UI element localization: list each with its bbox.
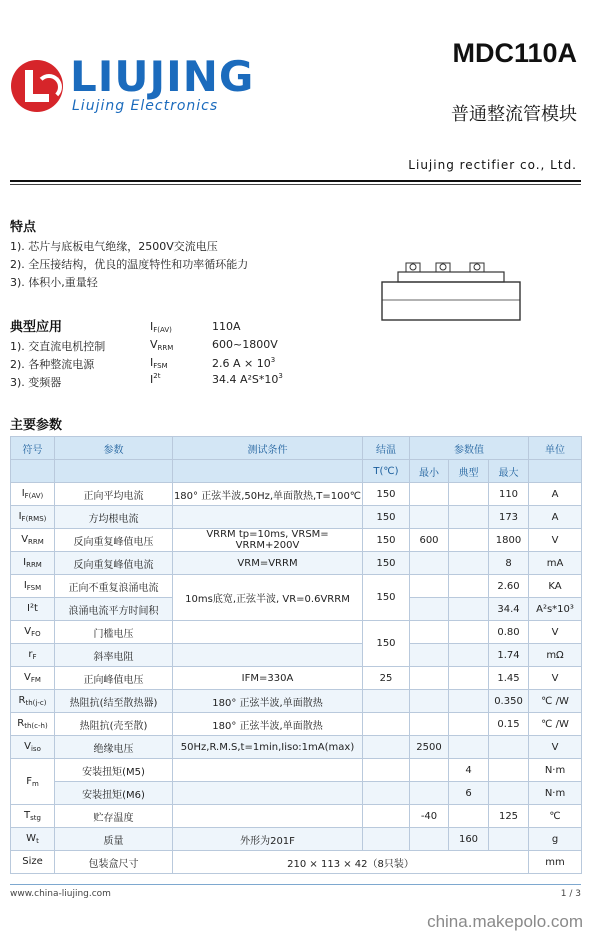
cell-max: 1.45 [489, 667, 529, 690]
cell-typ [449, 690, 489, 713]
cell-min [410, 552, 449, 575]
application-item: 3). 变频器 [10, 376, 62, 389]
cell-unit: A [529, 506, 582, 529]
cell-typ [449, 621, 489, 644]
module-outline-drawing [380, 258, 522, 324]
cell-max: 125 [489, 805, 529, 828]
cell-condition: 210 × 113 × 42（8只装） [173, 851, 529, 874]
cell-min [410, 690, 449, 713]
cell-typ [449, 667, 489, 690]
app-param-value: 110A [212, 320, 241, 333]
cell-typ [449, 529, 489, 552]
app-param-symbol: $I^{2t}$ [150, 372, 161, 386]
app-param-symbol: $V_{RRM}$ [150, 338, 174, 352]
cell-param-name: 正向不重复浪涌电流 [55, 575, 173, 598]
cell-symbol: $F_m$ [11, 759, 55, 805]
cell-typ [449, 736, 489, 759]
cell-condition: VRRM tp=10ms, VRSM= VRRM+200V [173, 529, 363, 552]
cell-symbol: $V_{FO}$ [11, 621, 55, 644]
footer-divider [10, 884, 581, 885]
cell-tj [363, 713, 410, 736]
cell-min [410, 713, 449, 736]
table-row [11, 736, 582, 759]
cell-unit: ℃ /W [529, 690, 582, 713]
cell-min [410, 644, 449, 667]
cell-typ: 6 [449, 782, 489, 805]
cell-symbol: I²t [11, 598, 55, 621]
cell-min: -40 [410, 805, 449, 828]
logo-brand: LIUJING [70, 52, 255, 101]
table-row [11, 759, 582, 782]
cell-symbol: $I_{F(AV)}$ [11, 483, 55, 506]
cell-min: 2500 [410, 736, 449, 759]
product-name: 普通整流管模块 [451, 104, 577, 125]
cell-typ [449, 575, 489, 598]
cell-unit: V [529, 621, 582, 644]
cell-param-name: 反向重复峰值电压 [55, 529, 173, 552]
cell-symbol: $V_{RRM}$ [11, 529, 55, 552]
header-divider-thin [10, 184, 581, 185]
cell-unit: V [529, 529, 582, 552]
cell-symbol: $V_{iso}$ [11, 736, 55, 759]
cell-param-name: 安装扭矩(M5) [55, 759, 173, 782]
cell-max: 173 [489, 506, 529, 529]
cell-tj [363, 805, 410, 828]
cell-typ [449, 483, 489, 506]
cell-unit: V [529, 667, 582, 690]
cell-condition [173, 621, 363, 644]
cell-param-name: 包装盒尺寸 [55, 851, 173, 874]
feature-item: 3). 体积小,重量轻 [10, 276, 98, 289]
cell-min: 600 [410, 529, 449, 552]
cell-param-name: 热阻抗(壳至散) [55, 713, 173, 736]
col-unit: 单位 [529, 437, 582, 460]
cell-unit: N·m [529, 782, 582, 805]
liujing-logo-mark [11, 60, 63, 112]
table-row [11, 644, 582, 667]
model-number: MDC110A [452, 38, 577, 68]
cell-tj [363, 828, 410, 851]
feature-item: 1). 芯片与底板电气绝缘，2500V交流电压 [10, 240, 218, 253]
cell-symbol: $I_{FSM}$ [11, 575, 55, 598]
cell-min [410, 483, 449, 506]
cell-typ [449, 644, 489, 667]
cell-tj: 150 [363, 506, 410, 529]
cell-tj: 150 [363, 529, 410, 552]
col-max: 最大 [489, 460, 529, 483]
cell-param-name: 正向峰值电压 [55, 667, 173, 690]
cell-param-name: 绝缘电压 [55, 736, 173, 759]
footer-website: www.china-liujing.com [10, 889, 111, 899]
table-row [11, 575, 582, 598]
table-row [11, 506, 582, 529]
cell-max [489, 782, 529, 805]
cell-symbol: $T_{stg}$ [11, 805, 55, 828]
footer-page-number: 1 / 3 [560, 889, 581, 899]
col-tj: 结温 [363, 437, 410, 460]
cell-max: 1.74 [489, 644, 529, 667]
cell-symbol: $R_{th(j-c)}$ [11, 690, 55, 713]
cell-min [410, 506, 449, 529]
cell-param-name: 热阻抗(结至散热器) [55, 690, 173, 713]
table-row [11, 667, 582, 690]
cell-condition [173, 782, 363, 805]
cell-symbol: $W_t$ [11, 828, 55, 851]
cell-param-name: 反向重复峰值电流 [55, 552, 173, 575]
cell-unit: mΩ [529, 644, 582, 667]
app-param-value: 2.6 $A \times 10^3$ [212, 356, 276, 370]
cell-max: 1800 [489, 529, 529, 552]
cell-typ [449, 805, 489, 828]
cell-condition [173, 805, 363, 828]
cell-min [410, 782, 449, 805]
cell-unit: ℃ [529, 805, 582, 828]
app-param-value: 600~1800V [212, 338, 278, 351]
cell-condition: 50Hz,R.M.S,t=1min,Iiso:1mA(max) [173, 736, 363, 759]
cell-max: 0.350 [489, 690, 529, 713]
cell-max [489, 759, 529, 782]
feature-item: 2). 全压接结构，优良的温度特性和功率循环能力 [10, 258, 249, 271]
cell-condition: 10ms底宽,正弦半波, VR=0.6VRRM [173, 575, 363, 621]
cell-param-name: 方均根电流 [55, 506, 173, 529]
cell-max: 0.15 [489, 713, 529, 736]
cell-unit: g [529, 828, 582, 851]
cell-unit: A²s*10³ [529, 598, 582, 621]
cell-condition: VRM=VRRM [173, 552, 363, 575]
cell-param-name: 安装扭矩(M6) [55, 782, 173, 805]
table-row [11, 690, 582, 713]
cell-max: 0.80 [489, 621, 529, 644]
cell-unit: V [529, 736, 582, 759]
cell-unit: KA [529, 575, 582, 598]
cell-condition [173, 644, 363, 667]
cell-unit: A [529, 483, 582, 506]
table-row [11, 621, 582, 644]
spec-table [10, 436, 582, 874]
cell-symbol: $R_{th(c-h)}$ [11, 713, 55, 736]
cell-min [410, 598, 449, 621]
table-row [11, 552, 582, 575]
col-min: 最小 [410, 460, 449, 483]
cell-min [410, 575, 449, 598]
cell-tj: 150 [363, 483, 410, 506]
header-divider [10, 180, 581, 182]
col-tj-unit: T(℃) [363, 460, 410, 483]
cell-tj: 25 [363, 667, 410, 690]
company-name: Liujing rectifier co., Ltd. [408, 158, 577, 172]
cell-param-name: 贮存温度 [55, 805, 173, 828]
col-values: 参数值 [410, 437, 529, 460]
cell-max: 2.60 [489, 575, 529, 598]
cell-symbol: $r_F$ [11, 644, 55, 667]
main-params-title: 主要参数 [10, 418, 63, 433]
features-title: 特点 [10, 220, 37, 235]
cell-symbol: $I_{RRM}$ [11, 552, 55, 575]
table-row [11, 782, 582, 805]
cell-max [489, 828, 529, 851]
cell-tj [363, 690, 410, 713]
cell-param-name: 斜率电阻 [55, 644, 173, 667]
cell-param-name: 正向平均电流 [55, 483, 173, 506]
cell-typ: 160 [449, 828, 489, 851]
table-row [11, 529, 582, 552]
cell-typ [449, 552, 489, 575]
cell-symbol: Size [11, 851, 55, 874]
cell-symbol: $I_{F(RMS)}$ [11, 506, 55, 529]
cell-condition [173, 759, 363, 782]
application-item: 2). 各种整流电源 [10, 358, 95, 371]
cell-max: 34.4 [489, 598, 529, 621]
table-row [11, 483, 582, 506]
cell-max: 8 [489, 552, 529, 575]
cell-condition: IFM=330A [173, 667, 363, 690]
cell-unit: mm [529, 851, 582, 874]
application-item: 1). 交直流电机控制 [10, 340, 106, 353]
logo-subtitle: Liujing Electronics [72, 98, 219, 114]
cell-tj: 150 [363, 575, 410, 621]
watermark: china.makepolo.com [427, 912, 583, 931]
cell-tj [363, 736, 410, 759]
cell-tj [363, 759, 410, 782]
cell-condition: 180° 正弦半波,单面散热 [173, 713, 363, 736]
cell-typ [449, 506, 489, 529]
cell-max [489, 736, 529, 759]
app-param-symbol: $I_{F(AV)}$ [150, 320, 172, 334]
cell-typ: 4 [449, 759, 489, 782]
cell-symbol: $V_{FM}$ [11, 667, 55, 690]
cell-max: 110 [489, 483, 529, 506]
cell-unit: ℃ /W [529, 713, 582, 736]
cell-unit: N·m [529, 759, 582, 782]
cell-condition [173, 506, 363, 529]
cell-min [410, 828, 449, 851]
col-typ: 典型 [449, 460, 489, 483]
cell-param-name: 质量 [55, 828, 173, 851]
col-symbol: 符号 [11, 437, 55, 460]
cell-min [410, 759, 449, 782]
cell-tj [363, 782, 410, 805]
table-row [11, 805, 582, 828]
cell-tj: 150 [363, 552, 410, 575]
table-row [11, 828, 582, 851]
app-param-symbol: $I_{FSM}$ [150, 356, 168, 370]
cell-param-name: 浪涌电流平方时间积 [55, 598, 173, 621]
col-param: 参数 [55, 437, 173, 460]
app-param-value: 34.4 $A^2S*10^3$ [212, 372, 283, 386]
cell-param-name: 门槛电压 [55, 621, 173, 644]
table-row [11, 851, 582, 874]
cell-min [410, 667, 449, 690]
cell-condition: 外形为201F [173, 828, 363, 851]
applications-title: 典型应用 [10, 320, 63, 335]
cell-condition: 180° 正弦半波,50Hz,单面散热,T=100℃ [173, 483, 363, 506]
col-cond: 测试条件 [173, 437, 363, 460]
cell-unit: mA [529, 552, 582, 575]
cell-min [410, 621, 449, 644]
cell-typ [449, 598, 489, 621]
cell-condition: 180° 正弦半波,单面散热 [173, 690, 363, 713]
cell-typ [449, 713, 489, 736]
table-row [11, 713, 582, 736]
cell-tj: 150 [363, 621, 410, 667]
